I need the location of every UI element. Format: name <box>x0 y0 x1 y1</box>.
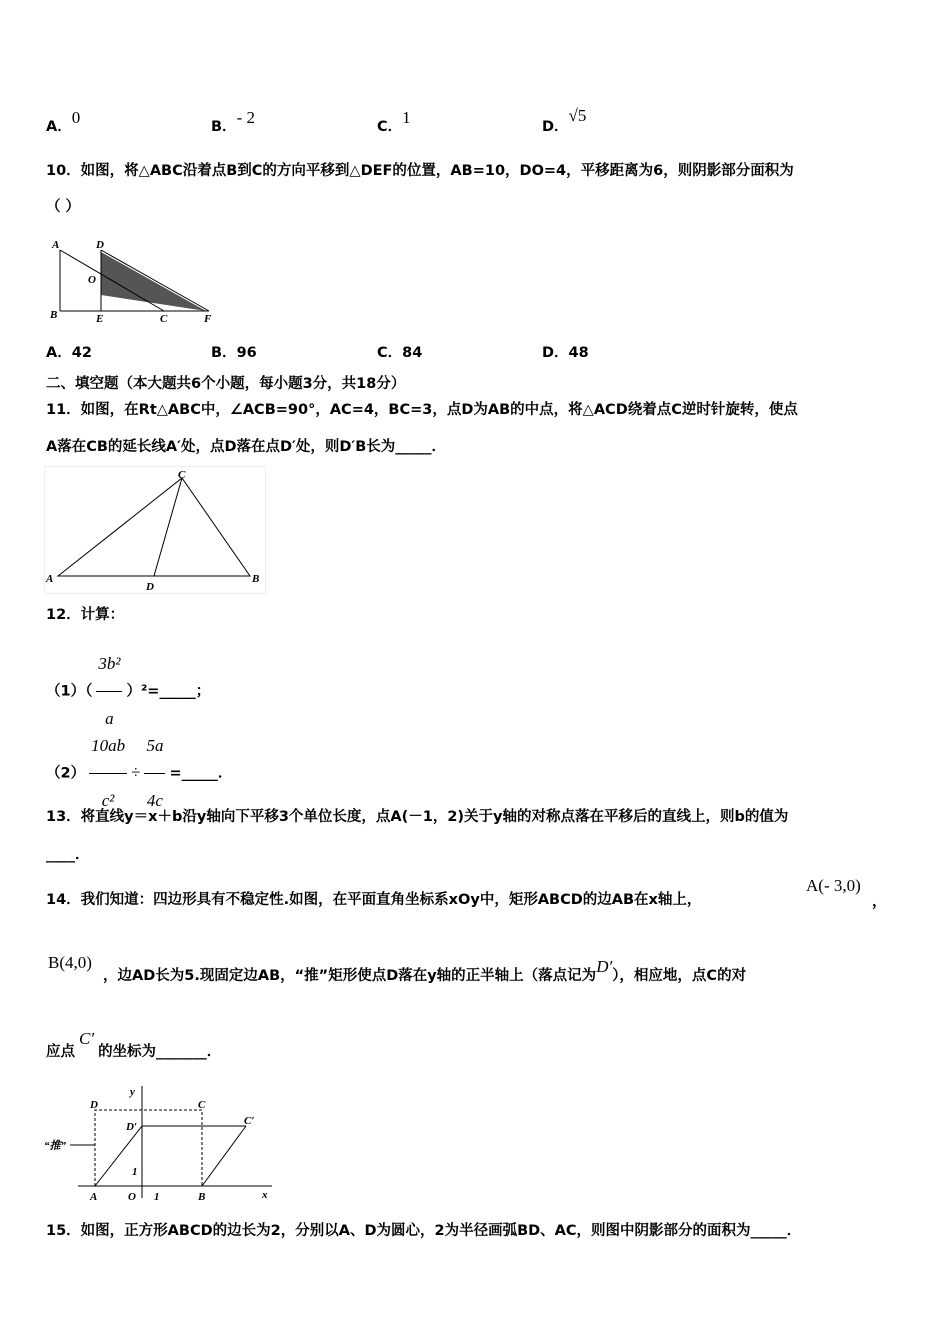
label-c: C <box>160 313 168 324</box>
point-a-coords: A(- 3,0) <box>806 876 861 895</box>
label-a: A <box>46 573 54 585</box>
q13-text-line1: 13．将直线y＝x＋b沿y轴向下平移3个单位长度，点A(－1，2)关于y轴的对称点落在平移后的直线上，则b的值为 <box>46 809 789 825</box>
section-heading: 二、填空题（本大题共6个小题，每小题3分，共18分） <box>46 376 406 392</box>
label-d: D <box>96 239 104 251</box>
svg-text:D: D <box>90 1099 98 1111</box>
q10-text-line1: 10．如图，将△ABC沿着点B到C的方向平移到△DEF的位置，AB=10，DO=4，平移距离为6，则阴影部分面积为 <box>46 163 794 179</box>
q12-title: 12．计算： <box>46 607 125 623</box>
q10-option-d: D．48 <box>542 345 589 361</box>
label-a: A <box>52 239 60 251</box>
label-d: D <box>146 581 154 593</box>
svg-text:1: 1 <box>154 1191 160 1203</box>
shaded-region <box>101 252 206 311</box>
svg-text:y: y <box>130 1086 135 1098</box>
exam-page: A．0 B．- 2 C．1 D．√5 10．如图，将△ABC沿着点B到C的方向平移到△DEF的位置，AB=10，DO=4，平移距离为6，则阴影部分面积为 （ ） A D O B E C F A．42 B．96 C．84 D．48 二、填空题（本大题共6个小题，每小题3分，共18分） 11．如图，在Rt△ABC中，∠ACB=90°，AC=4，BC=3，点D为AB的中点，将△ACD绕着点C逆时针旋转，使点 A落在CB的延长线A′处，点D落在点D′处，则D′B长为_____． C A D B 12．计算： （1）（ $\frac{\text{3b²}}{a}$ ）²=_____； （2） $\frac{10ab}{\text{c²}}$ ÷ $\frac{5a}{4c}$ =_____． 13．将直线y＝x＋b沿y轴向下平移3个单位长度，点A(－1，2)关于y轴的对称点落在平移后的直线上，则b的值为 ____． 14．我们知道：四边形具有不稳定性.如图，在平面直角坐标系xOy中，矩形ABCD的边AB在x轴上， A(- 3,0) ， B(4,0) ，边AD长为5.现固定边AB，“推”矩形使点D落在y轴的正半轴上（落点记为D′），相应地，点C的对 应点C′的坐标为_______． y D C D′ C′ “推” 1 A O 1 B x 15．如图，正方形ABCD的边长为2，分别以A、D为圆心，2为半径画弧BD、AC，则图中阴影部分的面积为_____． <box>0 0 950 1344</box>
svg-text:“推”: “推” <box>44 1140 66 1152</box>
q9-option-a: A．0 <box>46 108 81 135</box>
svg-text:O: O <box>128 1191 136 1203</box>
q10-figure <box>46 238 221 324</box>
q9-option-b: B．- 2 <box>211 108 255 135</box>
q10-option-c: C．84 <box>377 345 423 361</box>
svg-text:D′: D′ <box>126 1121 138 1133</box>
svg-text:C: C <box>198 1099 206 1111</box>
q10-text-line2: （ ） <box>46 199 81 215</box>
label-b: B <box>252 573 260 585</box>
label-b: B <box>50 309 58 321</box>
q12-part2: （2） $\frac{10ab}{\text{c²}}$ ÷ $\frac{5a}{4c}$ =_____． <box>46 722 232 825</box>
q14-text-line2: ，边AD长为5.现固定边AB，“推”矩形使点D落在y轴的正半轴上（落点记为D′），相应地，点C的对 <box>103 957 747 984</box>
point-b-coords: B(4,0) <box>48 953 92 972</box>
label-o: O <box>88 274 96 286</box>
q9-option-c: C．1 <box>377 108 411 135</box>
svg-text:A: A <box>90 1191 98 1203</box>
svg-text:1: 1 <box>132 1166 138 1178</box>
fraction: $\frac{\text{3b²}}{a}$ <box>96 640 122 743</box>
q10-option-b: B．96 <box>211 345 257 361</box>
label-f: F <box>204 313 212 324</box>
svg-text:C′: C′ <box>244 1115 255 1127</box>
fraction: $\frac{10ab}{\text{c²}}$ <box>89 722 127 825</box>
label-c: C <box>178 469 186 481</box>
q15-text-line1: 15．如图，正方形ABCD的边长为2，分别以A、D为圆心，2为半径画弧BD、AC，则图中阴影部分的面积为_____． <box>46 1223 802 1239</box>
q12-part1: （1）（ $\frac{\text{3b²}}{a}$ ）²=_____； <box>46 640 210 743</box>
q11-text-line1: 11．如图，在Rt△ABC中，∠ACB=90°，AC=4，BC=3，点D为AB的中点，将△ACD绕着点C逆时针旋转，使点 <box>46 402 798 418</box>
svg-text:x: x <box>262 1189 268 1201</box>
q14-text-line1: 14．我们知道：四边形具有不稳定性.如图，在平面直角坐标系xOy中，矩形ABCD的边AB在x轴上， <box>46 892 702 908</box>
q9-option-d: D．√5 <box>542 106 587 135</box>
q11-text-line2: A落在CB的延长线A′处，点D落在点D′处，则D′B长为_____． <box>46 439 447 455</box>
label-e: E <box>96 313 104 324</box>
fraction: $\frac{5a}{4c}$ <box>144 722 165 825</box>
svg-text:B: B <box>198 1191 206 1203</box>
q13-text-line2: ____． <box>46 847 90 863</box>
q14-text-line3: 应点C′的坐标为_______． <box>46 1029 222 1060</box>
q10-option-a: A．42 <box>46 345 92 361</box>
q14-figure <box>40 1080 280 1205</box>
q11-figure <box>44 466 266 594</box>
